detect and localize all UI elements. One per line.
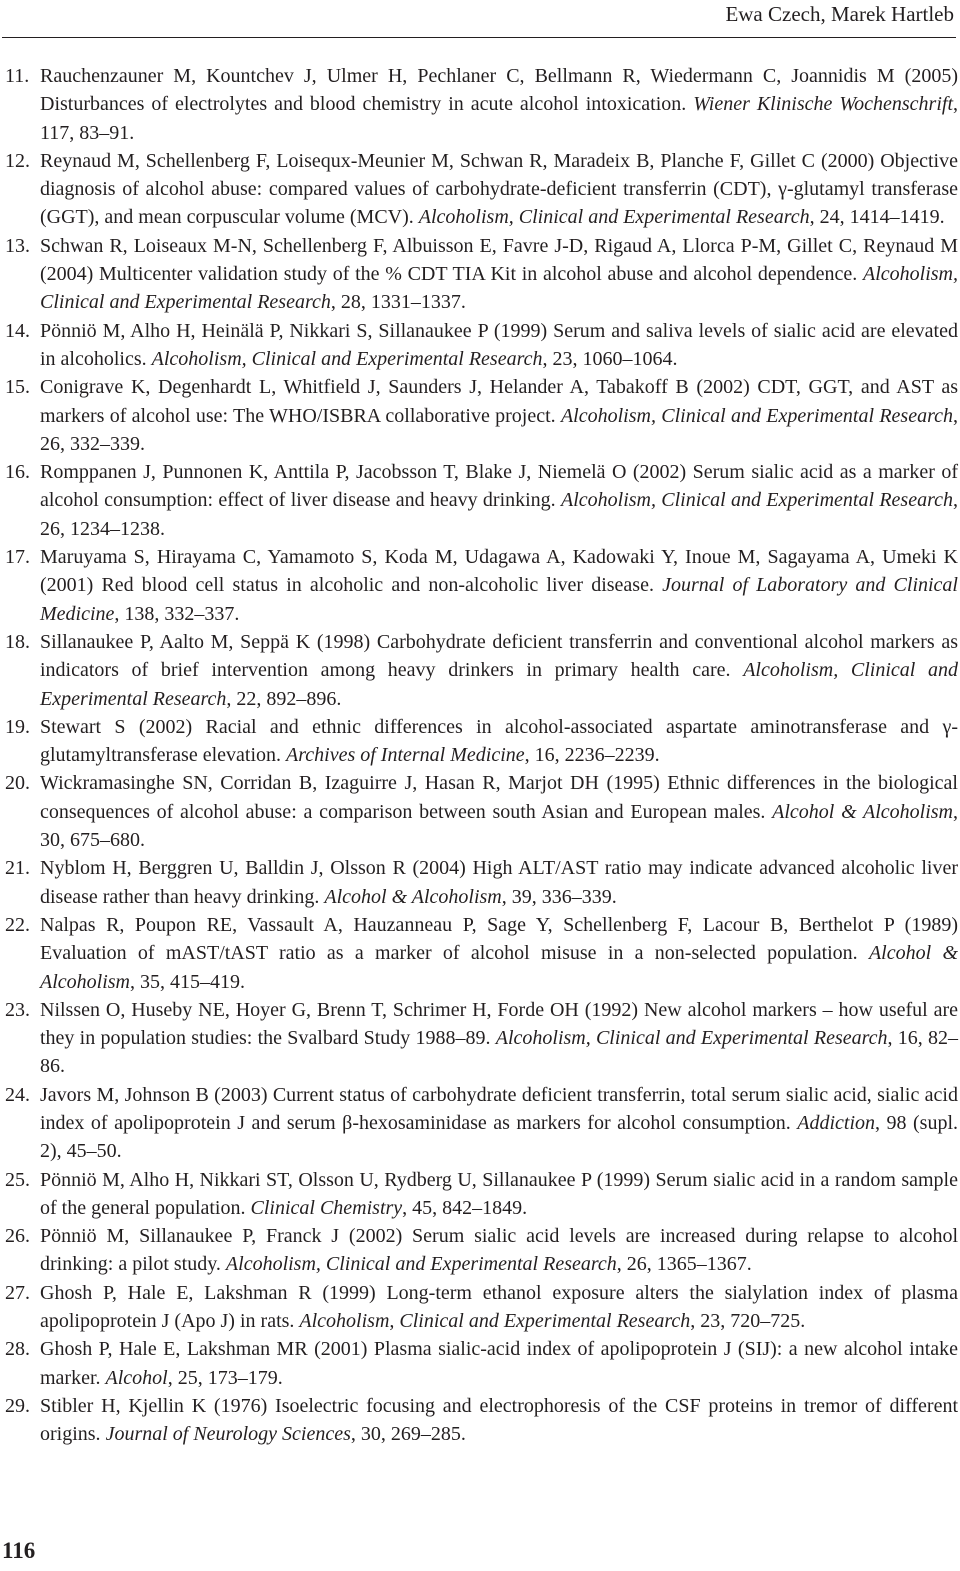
reference-citation: Wickramasinghe SN, Corridan B, Izaguirre J, Hasan R, Marjot DH (1995) Ethnic differences in the biological consequences of alcohol abuse: a comparison between south Asian and European males. <box>40 772 958 823</box>
reference-number: 29. <box>5 1394 30 1417</box>
reference-citation: Nilssen O, Huseby NE, Hoyer G, Brenn T, Schrimer H, Forde OH (1992) New alcohol markers – how useful are they in population studies: the Svalbard Study 1988–89. <box>40 998 958 1050</box>
reference-citation: Schwan R, Loiseaux M-N, Schellenberg F, Albuisson E, Favre J-D, Rigaud A, Llorca P-M, Gillet C, Reynaud M (2004) Multicenter validation study of the % CDT TIA Kit in alcohol abuse and alcohol dependence. <box>40 234 958 286</box>
reference-number: 17. <box>5 546 30 569</box>
reference-citation: Maruyama S, Hirayama C, Yamamoto S, Koda M, Udagawa A, Kadowaki Y, Inoue M, Sagayama A, Umeki K (2001) Red blood cell status in alcoholic and non-alcoholic liver disease. <box>40 546 958 597</box>
reference-journal: Alcohol & Alcoholism <box>324 885 502 908</box>
reference-journal: Alcoholism, Clinical and Experimental Research <box>495 1027 888 1050</box>
reference-item <box>0 911 958 996</box>
reference-number: 26. <box>5 1225 30 1248</box>
reference-details: , 138, 332–337. <box>114 602 240 625</box>
reference-details: , 23, 1060–1064. <box>542 347 678 370</box>
reference-journal: Alcohol & Alcoholism <box>40 942 959 993</box>
reference-number: 11. <box>5 65 30 87</box>
reference-item <box>0 1335 958 1392</box>
reference-number: 28. <box>5 1338 30 1361</box>
reference-number: 14. <box>5 319 30 342</box>
page-number: 116 <box>2 1538 36 1563</box>
reference-item <box>0 1392 958 1449</box>
reference-details: , 25, 173–179. <box>167 1366 283 1389</box>
reference-number: 24. <box>5 1083 30 1106</box>
reference-journal: Alcohol & Alcoholism <box>772 800 953 823</box>
reference-number: 15. <box>5 376 30 399</box>
reference-journal: Clinical Chemistry <box>250 1196 403 1219</box>
reference-item <box>0 1279 958 1336</box>
reference-details: , 16, 82–86. <box>40 1027 958 1078</box>
reference-number: 27. <box>5 1281 30 1304</box>
reference-citation: Stewart S (2002) Racial and ethnic differences in alcohol-associated aspartate aminotransferase and γ-glutamyltransferase elevation. <box>40 715 958 767</box>
reference-list <box>0 62 958 1449</box>
reference-item <box>0 713 958 770</box>
reference-details: , 24, 1414–1419. <box>809 206 945 229</box>
reference-citation: Ghosh P, Hale E, Lakshman MR (2001) Plasma sialic-acid index of apolipoprotein J (SIJ): a new alcohol intake marker. <box>40 1338 958 1389</box>
reference-citation: Javors M, Johnson B (2003) Current status of carbohydrate deficient transferrin, total serum sialic acid, sialic acid index of apolipoprotein J and serum β-hexosaminidase as markers for alcohol consumption. <box>40 1083 958 1134</box>
reference-journal: Alcoholism, Clinical and Experimental Research <box>40 659 959 710</box>
reference-item <box>0 628 958 713</box>
reference-citation: Sillanaukee P, Aalto M, Seppä K (1998) Carbohydrate deficient transferrin and conventional alcohol markers as indicators of brief intervention among heavy drinkers in primary health care. <box>40 630 958 682</box>
reference-journal: Archives of Internal Medicine <box>286 744 525 767</box>
reference-citation: Conigrave K, Degenhardt L, Whitfield J, Saunders J, Helander A, Tabakoff B (2002) CDT, GGT, and AST as markers of alcohol use: The WHO/ISBRA collaborative project. <box>40 376 958 427</box>
reference-details: , 28, 1331–1337. <box>330 291 466 314</box>
reference-number: 19. <box>5 715 30 738</box>
reference-details: , 22, 892–896. <box>226 687 342 710</box>
running-head: Ewa Czech, Marek Hartleb <box>725 2 954 26</box>
reference-details: , 26, 1234–1238. <box>40 489 958 540</box>
header-rule <box>2 37 956 38</box>
reference-citation: Pönniö M, Alho H, Nikkari ST, Olsson U, Rydberg U, Sillanaukee P (1999) Serum sialic acid in a random sample of the general population. <box>40 1168 958 1219</box>
reference-item <box>0 373 958 458</box>
reference-citation: Rauchenzauner M, Kountchev J, Ulmer H, Pechlaner C, Bellmann R, Wiedermann C, Joannidis M (2005) Disturbances of electrolytes and blood chemistry in acute alcohol intoxication. <box>40 65 958 116</box>
reference-journal: Alcoholism, Clinical and Experimental Research <box>151 347 543 370</box>
reference-citation: Nyblom H, Berggren U, Balldin J, Olsson R (2004) High ALT/AST ratio may indicate advanced alcoholic liver disease rather than heavy drinking. <box>40 857 958 908</box>
reference-citation: Romppanen J, Punnonen K, Anttila P, Jacobsson T, Blake J, Niemelä O (2002) Serum sialic acid as a marker of alcohol consumption: effect of liver disease and heavy drinking. <box>40 461 958 512</box>
reference-item <box>0 458 958 543</box>
reference-number: 23. <box>5 998 30 1021</box>
reference-journal: Alcoholism, Clinical and Experimental Research <box>225 1253 617 1276</box>
reference-citation: Pönniö M, Sillanaukee P, Franck J (2002) Serum sialic acid levels are increased during relapse to alcohol drinking: a pilot study. <box>40 1225 958 1276</box>
reference-details: , 23, 720–725. <box>690 1310 806 1333</box>
reference-journal: Journal of Laboratory and Clinical Medicine <box>40 574 958 625</box>
reference-number: 21. <box>5 857 30 880</box>
reference-details: , 30, 675–680. <box>40 800 958 852</box>
reference-journal: Alcoholism, Clinical and Experimental Research <box>40 263 958 314</box>
reference-journal: Addiction <box>797 1111 876 1134</box>
reference-details: , 98 (supl. 2), 45–50. <box>40 1111 958 1163</box>
reference-details: , 26, 332–339. <box>40 404 958 455</box>
reference-journal: Alcoholism, Clinical and Experimental Research <box>560 404 953 427</box>
reference-item <box>0 317 958 374</box>
reference-details: , 39, 336–339. <box>501 885 617 908</box>
reference-number: 18. <box>5 630 30 653</box>
reference-citation: Stibler H, Kjellin K (1976) Isoelectric focusing and electrophoresis of the CSF proteins in tremor of different origins. <box>40 1394 958 1446</box>
reference-citation: Nalpas R, Poupon RE, Vassault A, Hauzanneau P, Sage Y, Schellenberg F, Lacour B, Berthelot P (1989) Evaluation of mAST/tAST ratio as a marker of alcohol misuse in a non-selected population. <box>40 913 958 965</box>
reference-details: , 30, 269–285. <box>350 1423 466 1446</box>
reference-number: 22. <box>5 913 30 936</box>
reference-details: , 26, 1365–1367. <box>616 1253 752 1276</box>
reference-item <box>0 62 958 147</box>
reference-journal: Alcohol <box>105 1366 168 1389</box>
reference-details: , 45, 842–1849. <box>402 1196 528 1219</box>
reference-citation: Reynaud M, Schellenberg F, Loisequx-Meunier M, Schwan R, Maradeix B, Planche F, Gillet C (2000) Objective diagnosis of alcohol abuse: compared values of carbohydrate-deficient transferrin (CDT), γ-glutamyl transferase (GGT), and mean corpuscular volume (MCV). <box>40 149 958 229</box>
reference-item <box>0 1166 958 1223</box>
reference-item <box>0 543 958 628</box>
reference-journal: Alcoholism, Clinical and Experimental Research <box>418 206 810 229</box>
reference-journal: Journal of Neurology Sciences <box>105 1423 351 1446</box>
reference-item <box>0 854 958 911</box>
reference-number: 25. <box>5 1168 30 1191</box>
reference-item <box>0 996 958 1081</box>
reference-citation: Pönniö M, Alho H, Heinälä P, Nikkari S, Sillanaukee P (1999) Serum and saliva levels of sialic acid are elevated in alcoholics. <box>40 319 958 370</box>
reference-journal: Alcoholism, Clinical and Experimental Research <box>299 1310 691 1333</box>
reference-details: , 117, 83–91. <box>40 93 959 144</box>
reference-journal: Wiener Klinische Wochenschrift <box>693 93 954 116</box>
reference-number: 20. <box>5 772 30 795</box>
reference-number: 16. <box>5 461 30 484</box>
reference-details: , 16, 2236–2239. <box>524 744 660 767</box>
reference-journal: Alcoholism, Clinical and Experimental Research <box>560 489 953 512</box>
reference-number: 12. <box>5 149 30 172</box>
reference-item <box>0 1222 958 1279</box>
reference-item <box>0 769 958 854</box>
reference-item <box>0 232 958 317</box>
reference-number: 13. <box>5 234 30 257</box>
reference-item <box>0 147 958 232</box>
reference-details: , 35, 415–419. <box>130 970 245 993</box>
reference-citation: Ghosh P, Hale E, Lakshman R (1999) Long-term ethanol exposure alters the sialylation index of plasma apolipoprotein J (Apo J) in rats. <box>40 1281 958 1333</box>
reference-item <box>0 1081 958 1166</box>
